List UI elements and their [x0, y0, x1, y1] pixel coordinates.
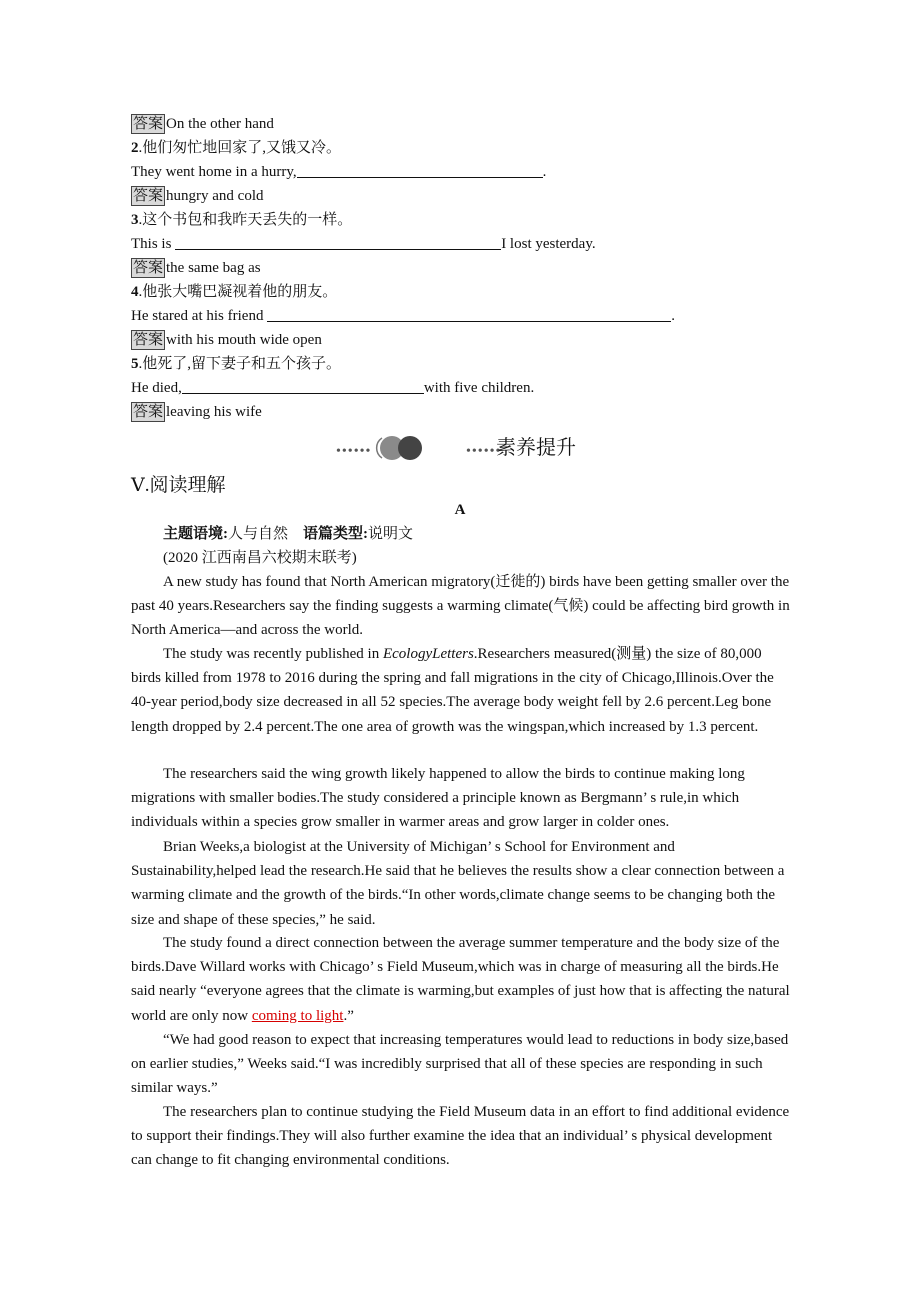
banner-dots-left: ••••••: [336, 444, 372, 459]
paragraph-text: .”: [343, 1007, 354, 1024]
question-5-sentence: [131, 376, 534, 400]
question-3-chinese: 3.这个书包和我昨天丢失的一样。: [131, 212, 353, 228]
answer-text: the same bag as: [166, 260, 261, 276]
sentence-start: He stared at his friend: [131, 308, 268, 324]
question-chinese-text: 他张大嘴巴凝视着他的朋友。: [142, 284, 338, 300]
question-chinese-text: 这个书包和我昨天丢失的一样。: [142, 212, 353, 228]
sentence-end: I lost yesterday.: [501, 236, 596, 252]
answer-blank[interactable]: [267, 307, 671, 322]
theme-label: 主题语境:: [163, 526, 228, 542]
answer-badge: 答案: [133, 332, 164, 348]
question-5-chinese: 5.他死了,留下妻子和五个孩子。: [131, 356, 342, 372]
sentence-start: This is: [131, 236, 176, 252]
answer-badge: 答案: [133, 404, 164, 420]
paragraph-text: The study found a direct connection between the average summer temperature and the body size of the birds.Dave Willard works with Chicago’ s Field Museum,which was in charge of measuring all the birds.He said nearly “everyone agrees that the climate is warming,but examples of just how that is affecting the natural world are only now: [131, 935, 790, 1024]
answer-text: leaving his wife: [166, 404, 262, 420]
answer-text: with his mouth wide open: [166, 332, 322, 348]
answer-line-2: [131, 184, 264, 208]
theme-value: 人与自然: [228, 526, 289, 542]
answer-blank[interactable]: [182, 379, 424, 394]
question-number: 5: [131, 356, 139, 372]
sentence-end: with five children.: [423, 380, 535, 396]
journal-title: EcologyLetters: [382, 646, 474, 662]
question-chinese-text: 他们匆忙地回家了,又饿又冷。: [142, 140, 342, 156]
passage-paragraph-4: Brian Weeks,a biologist at the University of Michigan’ s School for Environment and Sustainability,helped lead the research.He said that he believes the results show a clear connection between a warming climate and the growth of the birds.“In other words,climate change seems to be changing both the size and shape of these species,” he said.: [131, 839, 785, 928]
answer-badge: 答案: [133, 116, 164, 132]
question-number: 4: [131, 284, 139, 300]
passage-paragraph-7: The researchers plan to continue studying the Field Museum data in an effort to find additional evidence to support their findings.They will also further examine the idea that an individual’ s physical development can change to fit changing environmental conditions.: [131, 1104, 790, 1169]
sentence-end: .: [671, 308, 675, 324]
passage-paragraph-1: A new study has found that North American migratory(迁徙的) birds have been getting smaller over the past 40 years.Researchers say the finding suggests a warming climate(气候) could be affecting bird growth in North America—and across the world.: [131, 574, 790, 639]
banner-title: 素养提升: [496, 437, 576, 459]
question-number: 3: [131, 212, 139, 228]
type-label: 语篇类型:: [303, 526, 369, 542]
question-4-chinese: 4.他张大嘴巴凝视着他的朋友。: [131, 284, 338, 300]
question-4-sentence: [131, 304, 675, 328]
passage-meta: [163, 522, 413, 546]
passage-label: A: [454, 502, 466, 518]
type-value: 说明文: [368, 526, 414, 542]
question-chinese-text: 他死了,留下妻子和五个孩子。: [142, 356, 342, 372]
passage-paragraph-5: [131, 931, 791, 1028]
answer-line-1: [131, 112, 274, 136]
answer-text: On the other hand: [166, 116, 274, 132]
answer-line-3: [131, 256, 261, 280]
answer-blank[interactable]: [297, 163, 543, 178]
answer-line-5: [131, 400, 262, 424]
paragraph-text: .Researchers measured(测量) the size of 80,000 birds killed from 1978 to 2016 during the spring and fall migrations in the city of Chicago,Illinois.Over the 40-year period,body size decreased in all 52 species.The average body weight fell by 2.6 percent.Leg bone length dropped by 2.4 percent.The one area of growth was the wingspan,which increased by 1.3 percent.: [131, 646, 774, 735]
passage-paragraph-6: “We had good reason to expect that increasing temperatures would lead to reductions in body size,based on earlier studies,” Weeks said.“I was incredibly surprised that all of these species are responding in such similar ways.”: [131, 1032, 789, 1097]
question-2-chinese: 2.他们匆忙地回家了,又饿又冷。: [131, 140, 342, 156]
highlighted-phrase: coming to light: [251, 1007, 344, 1024]
answer-text: hungry and cold: [166, 188, 264, 204]
passage-source: (2020 江西南昌六校期末联考): [163, 550, 357, 566]
section-heading: Ⅴ.阅读理解: [131, 475, 226, 496]
sentence-start: They went home in a hurry,: [131, 164, 297, 180]
paragraph-text: The study was recently published in: [163, 646, 383, 662]
banner-dots-right: ••••••: [466, 444, 502, 459]
sentence-end: .: [542, 164, 547, 180]
answer-line-4: [131, 328, 322, 352]
section-banner: [0, 430, 920, 466]
passage-paragraph-3: The researchers said the wing growth likely happened to allow the birds to continue making long migrations with smaller bodies.The study considered a principle known as Bergmann’ s rule,in which individuals within a species grow smaller in warmer areas and grow larger in colder ones.: [131, 766, 745, 831]
answer-badge: 答案: [133, 188, 164, 204]
question-number: 2: [131, 140, 139, 156]
answer-blank[interactable]: [175, 235, 501, 250]
question-2-sentence: [131, 160, 546, 184]
question-3-sentence: [131, 232, 596, 256]
answer-badge: 答案: [133, 260, 164, 276]
passage-paragraph-2: [131, 642, 791, 739]
twin-circles-icon: [372, 432, 428, 464]
sentence-start: He died,: [131, 380, 182, 396]
